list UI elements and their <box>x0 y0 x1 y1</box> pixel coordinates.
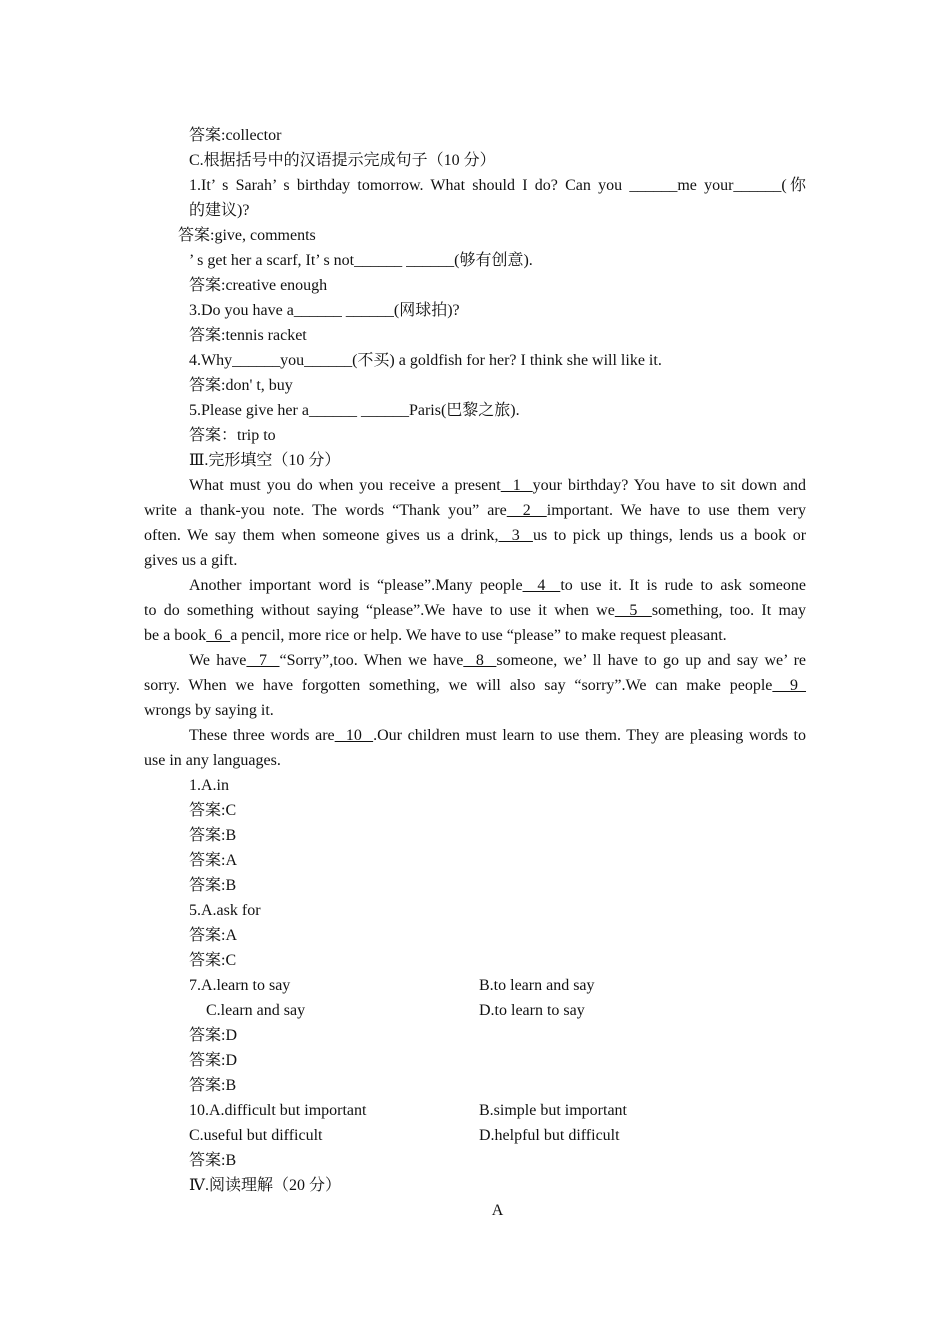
answer-line: 答案:A <box>189 927 238 944</box>
answer-line: 答案:don' t, buy <box>189 377 293 394</box>
passage-line: wrongs by saying it. <box>144 702 274 719</box>
question-line: 5.Please give her a______ ______Paris(巴黎之旅). <box>189 402 520 419</box>
answer-line: 答案:D <box>189 1052 238 1069</box>
passage-text: often. We say them when someone gives us a drink, <box>144 527 499 544</box>
blank-5: 5 <box>614 602 652 619</box>
passage-text: something, too. It may <box>651 602 806 619</box>
answer-line: 答案：trip to <box>189 427 276 444</box>
option-line: 5.A.ask for <box>189 902 261 919</box>
passage-line <box>189 476 806 496</box>
passage-text: write a thank-you note. The words “Thank you” are <box>144 502 507 519</box>
passage-line <box>144 676 806 696</box>
question-line: 3.Do you have a______ ______(网球拍)? <box>189 302 460 319</box>
subsection-label: A <box>491 1202 504 1219</box>
passage-text: Another important word is “please”.Many people <box>189 577 523 594</box>
blank-1: 1 <box>500 477 533 494</box>
passage-text: What must you do when you receive a present <box>189 477 501 494</box>
option-b: B.simple but important <box>479 1102 627 1119</box>
passage-text: We have <box>189 652 247 669</box>
option-c: C.useful but difficult <box>189 1127 323 1144</box>
passage-line <box>144 626 727 646</box>
answer-line: 答案:B <box>189 877 237 894</box>
passage-line <box>189 726 806 746</box>
passage-text: sorry. When we have forgotten something, we will also say “sorry”.We can make people <box>144 677 773 694</box>
passage-line <box>144 501 806 521</box>
blank-10: 10 <box>334 727 374 744</box>
blank-6: 6 <box>206 627 231 644</box>
question-line: ’ s get her a scarf, It’ s not______ ______(够有创意). <box>189 252 533 269</box>
passage-text: These three words are <box>189 727 335 744</box>
option-c: C.learn and say <box>206 1002 306 1019</box>
option-a: 7.A.learn to say <box>189 977 291 994</box>
passage-line <box>189 651 806 671</box>
blank-4: 4 <box>522 577 561 594</box>
section-heading: Ⅳ.阅读理解（20 分） <box>189 1177 341 1194</box>
option-b: B.to learn and say <box>479 977 595 994</box>
answer-line: 答案:A <box>189 852 238 869</box>
passage-text: us to pick up things, lends us a book or <box>532 527 807 544</box>
section-heading: Ⅲ.完形填空（10 分） <box>189 452 341 469</box>
answer-line: 答案:tennis racket <box>189 327 307 344</box>
passage-text: be a book <box>144 627 207 644</box>
passage-text: to use it. It is rude to ask someone <box>560 577 807 594</box>
passage-text: your birthday? You have to sit down and <box>532 477 807 494</box>
blank-3: 3 <box>498 527 533 544</box>
passage-line <box>144 601 806 621</box>
passage-line: gives us a gift. <box>144 552 238 569</box>
answer-line: 答案:C <box>189 952 237 969</box>
option-d: D.to learn to say <box>479 1002 585 1019</box>
option-a: 10.A.difficult but important <box>189 1102 367 1119</box>
passage-line <box>144 526 806 546</box>
section-heading: C.根据括号中的汉语提示完成句子（10 分） <box>189 152 496 169</box>
passage-text: “Sorry”,too. When we have <box>279 652 464 669</box>
blank-7: 7 <box>246 652 280 669</box>
answer-line: 答案:B <box>189 1077 237 1094</box>
answer-line: 答案:D <box>189 1027 238 1044</box>
option-line: 1.A.in <box>189 777 229 794</box>
blank-9: 9 <box>772 677 807 694</box>
passage-line: use in any languages. <box>144 752 281 769</box>
passage-line <box>189 576 806 596</box>
question-line: 4.Why______you______(不买) a goldfish for her? I think she will like it. <box>189 352 662 369</box>
answer-line: 答案:C <box>189 802 237 819</box>
passage-text: a pencil, more rice or help. We have to use “please” to make request pleasant. <box>230 627 727 644</box>
answer-line: 答案:give, comments <box>178 227 316 244</box>
passage-text: .Our children must learn to use them. They are pleasing words to <box>373 727 806 744</box>
blank-2: 2 <box>506 502 547 519</box>
passage-text: important. We have to use them very <box>546 502 807 519</box>
blank-8: 8 <box>463 652 497 669</box>
answer-line: 答案:collector <box>189 127 282 144</box>
answer-line: 答案:B <box>189 1152 237 1169</box>
answer-line: 答案:B <box>189 827 237 844</box>
answer-line: 答案:creative enough <box>189 277 328 294</box>
passage-text: to do something without saying “please”.We have to use it when we <box>144 602 615 619</box>
passage-text: someone, we’ ll have to go up and say we’ re <box>496 652 806 669</box>
question-line: 1.It’ s Sarah’ s birthday tomorrow. What should I do? Can you ______me your______(你 <box>189 177 806 194</box>
question-line: 的建议)? <box>189 202 250 219</box>
option-d: D.helpful but difficult <box>479 1127 620 1144</box>
